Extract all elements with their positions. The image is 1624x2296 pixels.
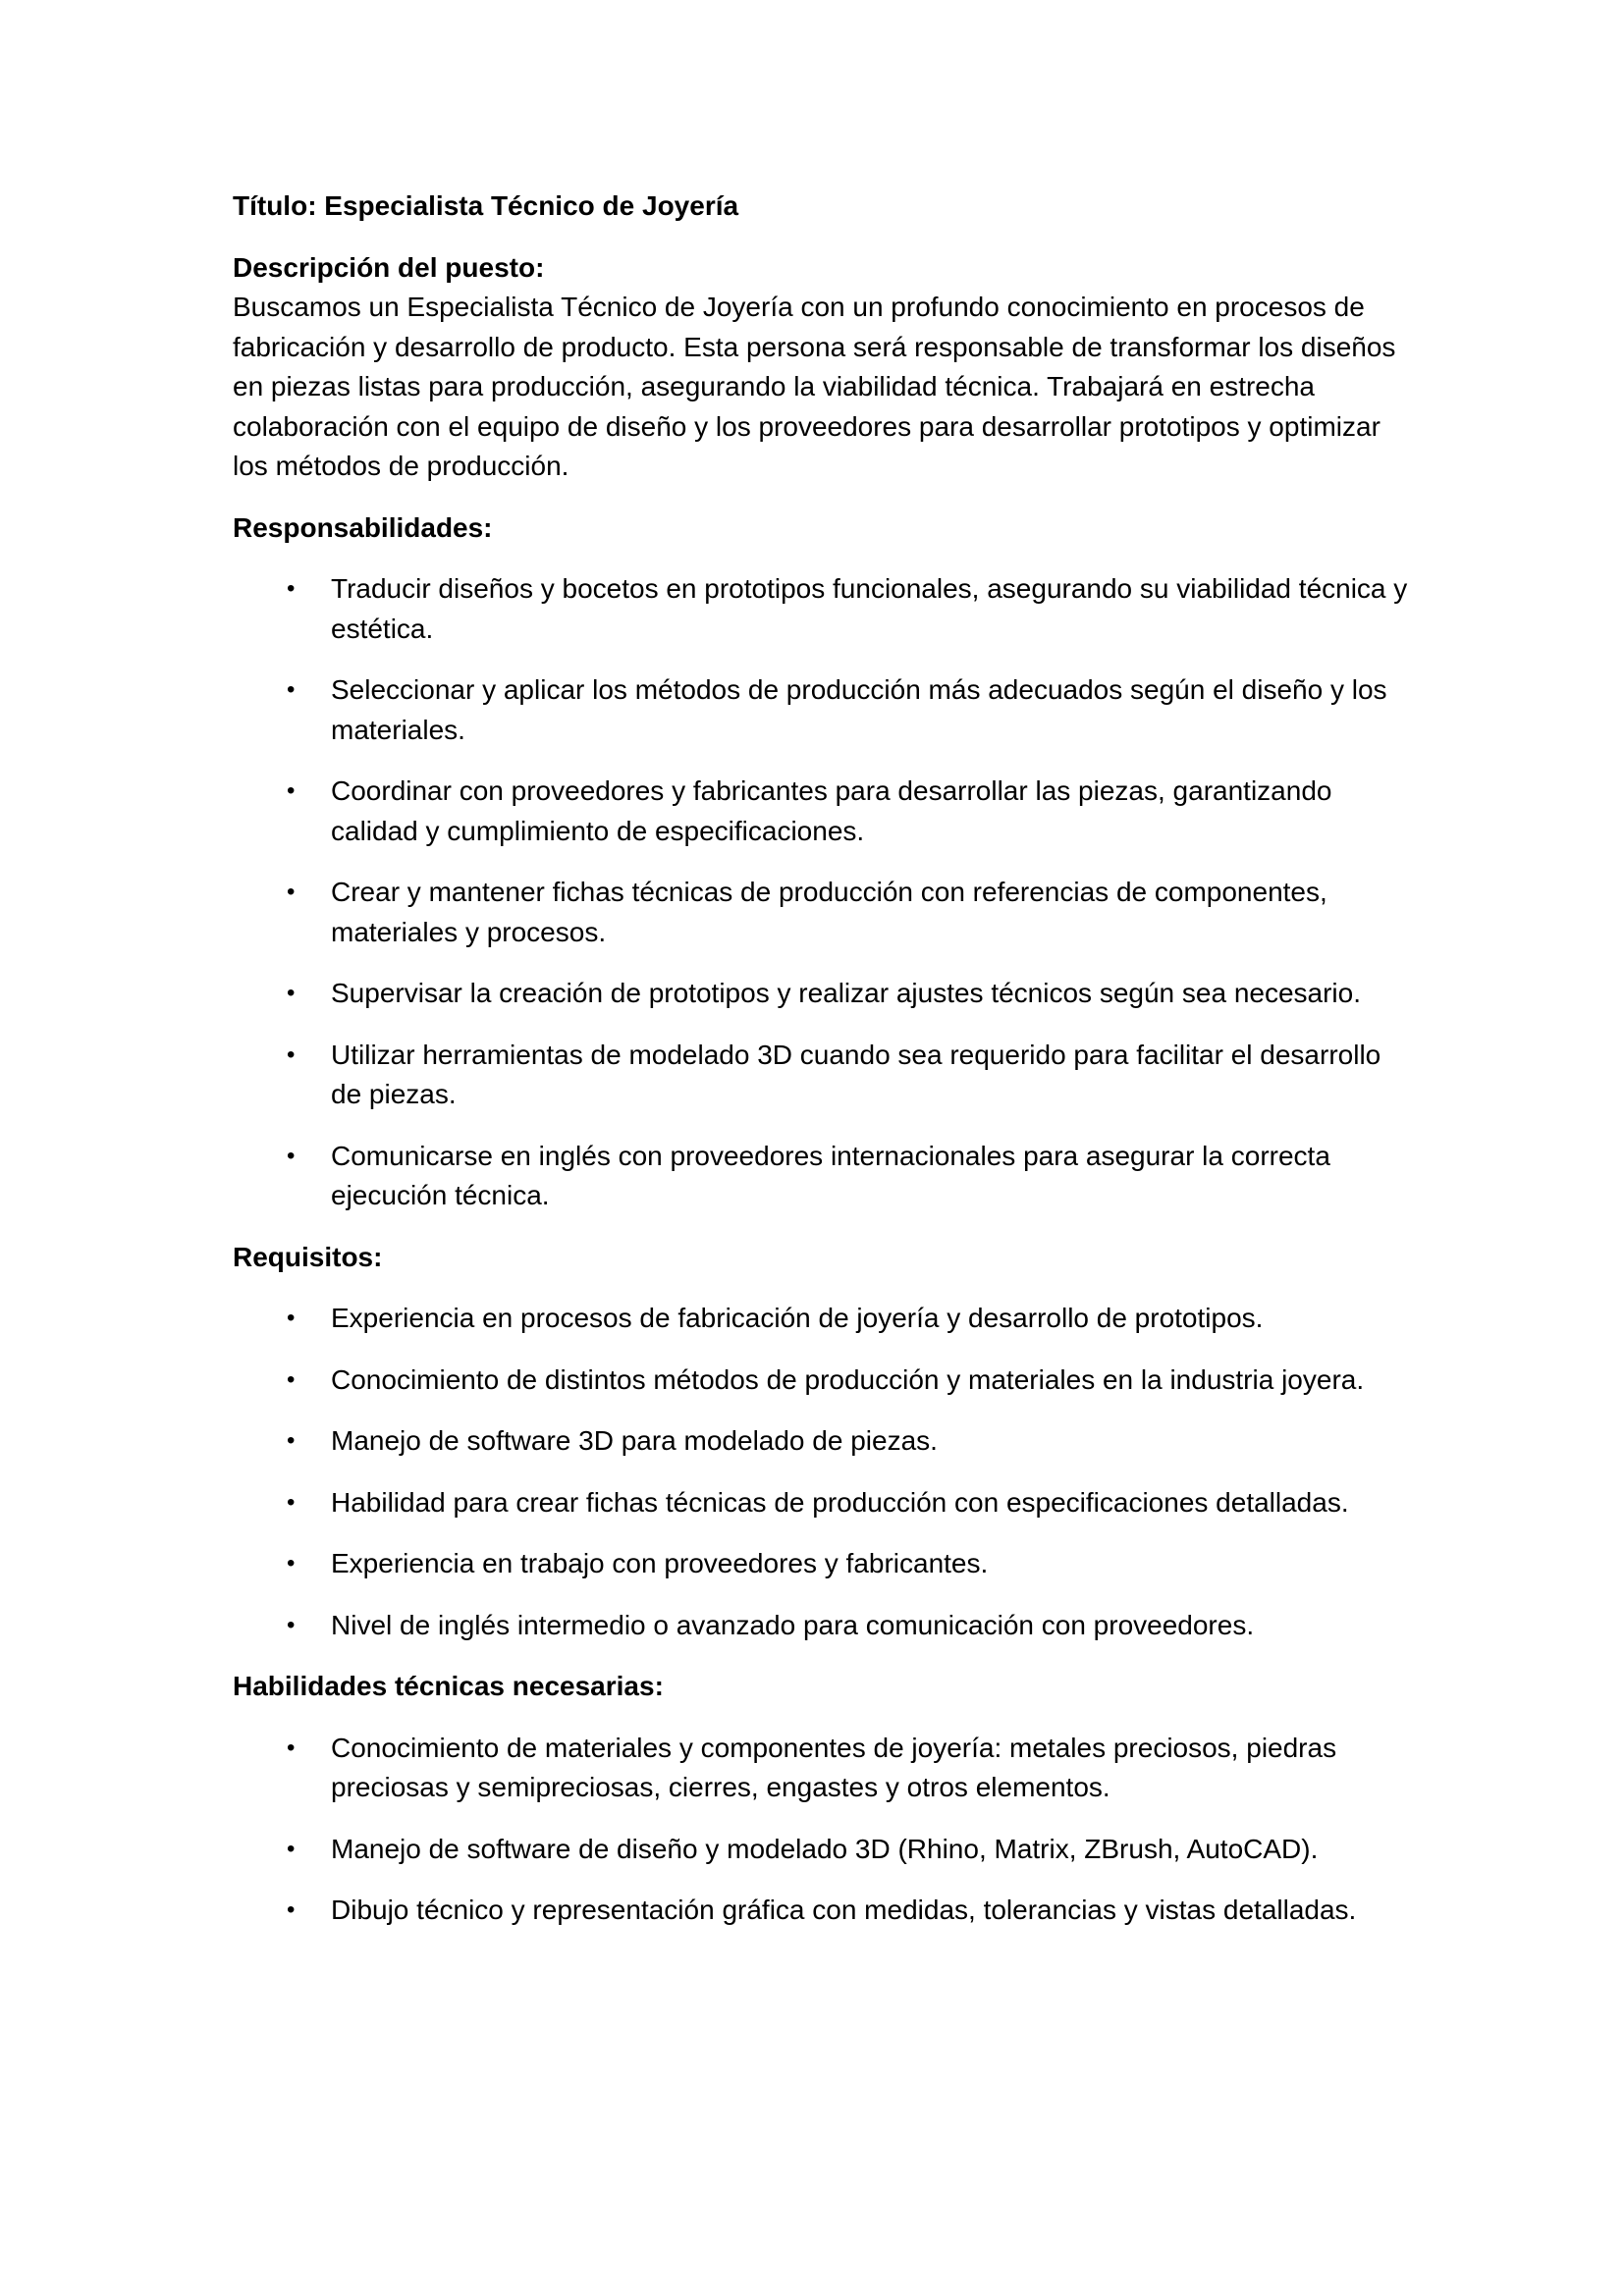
- bullet-icon: •: [287, 879, 296, 905]
- list-item-text: Supervisar la creación de prototipos y realizar ajustes técnicos según sea necesario.: [331, 978, 1362, 1008]
- list-item: [233, 670, 1411, 750]
- list-item: [233, 873, 1411, 952]
- list-item-text: Dibujo técnico y representación gráfica con medidas, tolerancias y vistas detalladas.: [331, 1895, 1357, 1925]
- bullet-icon: •: [287, 1488, 296, 1516]
- bullet-icon: •: [287, 1142, 296, 1169]
- document-page: [233, 187, 1411, 1952]
- bullet-icon: •: [287, 1041, 296, 1068]
- list-item: [233, 1891, 1411, 1931]
- list-item-text: Crear y mantener fichas técnicas de producción con referencias de componentes, materiales y procesos.: [331, 877, 1327, 947]
- responsibilities-section: [233, 508, 1411, 1216]
- list-item: [233, 772, 1411, 851]
- list-item-text: Traducir diseños y bocetos en prototipos funcionales, asegurando su viabilidad técnica y estética.: [331, 573, 1408, 644]
- description-section: [233, 248, 1411, 487]
- list-item-text: Conocimiento de materiales y componentes de joyería: metales preciosos, piedras preciosas y semipreciosas, cierres, engastes y otros elementos.: [331, 1732, 1337, 1802]
- bullet-icon: •: [287, 1896, 296, 1923]
- bullet-icon: •: [287, 1734, 296, 1761]
- list-item: [233, 1137, 1411, 1216]
- list-item-text: Nivel de inglés intermedio o avanzado para comunicación con proveedores.: [331, 1609, 1255, 1640]
- list-item-text: Comunicarse en inglés con proveedores internacionales para asegurar la correcta ejecución técnica.: [331, 1140, 1330, 1210]
- skills-list: [233, 1729, 1411, 1931]
- list-item-text: Coordinar con proveedores y fabricantes para desarrollar las piezas, garantizando calidad y cumplimiento de especificaciones.: [331, 775, 1332, 846]
- bullet-icon: •: [287, 575, 296, 602]
- list-item-text: Habilidad para crear fichas técnicas de producción con especificaciones detalladas.: [331, 1486, 1349, 1518]
- list-item: [233, 974, 1411, 1014]
- skills-section: [233, 1667, 1411, 1931]
- list-item: [233, 1606, 1411, 1646]
- list-item-text: Seleccionar y aplicar los métodos de producción más adecuados según el diseño y los materiales.: [331, 674, 1387, 745]
- list-item: [233, 1421, 1411, 1462]
- list-item: [233, 1361, 1411, 1401]
- bullet-icon: •: [287, 1427, 296, 1454]
- responsibilities-heading: Responsabilidades:: [233, 511, 493, 543]
- requirements-list: [233, 1299, 1411, 1645]
- list-item: [233, 1483, 1411, 1523]
- list-item: [233, 1830, 1411, 1870]
- skills-heading: Habilidades técnicas necesarias:: [233, 1671, 664, 1701]
- description-text: Buscamos un Especialista Técnico de Joyería con un profundo conocimiento en procesos de fabricación y desarrollo de producto. Esta persona será responsable de transformar los diseños en piezas listas para producción, asegurando la viabilidad técnica. Trabajará en estrecha colaboración con el equipo de diseño y los proveedores para desarrollar prototipos y optimizar los métodos de producción.: [233, 292, 1396, 481]
- list-item-text: Manejo de software 3D para modelado de piezas.: [331, 1425, 938, 1456]
- bullet-icon: •: [287, 1365, 296, 1393]
- list-item: [233, 1036, 1411, 1115]
- responsibilities-list: [233, 569, 1411, 1216]
- bullet-icon: •: [287, 1550, 296, 1576]
- list-item: [233, 1299, 1411, 1339]
- requirements-section: [233, 1238, 1411, 1646]
- bullet-icon: •: [287, 1611, 296, 1638]
- list-item: [233, 1729, 1411, 1808]
- requirements-heading: Requisitos:: [233, 1241, 383, 1272]
- bullet-icon: •: [287, 777, 296, 804]
- list-item-text: Utilizar herramientas de modelado 3D cuando sea requerido para facilitar el desarrollo de piezas.: [331, 1039, 1381, 1109]
- bullet-icon: •: [287, 1835, 296, 1862]
- list-item-text: Manejo de software de diseño y modelado 3D (Rhino, Matrix, ZBrush, AutoCAD).: [331, 1833, 1319, 1864]
- document-title: Título: Especialista Técnico de Joyería: [233, 190, 739, 221]
- bullet-icon: •: [287, 1305, 296, 1331]
- list-item: [233, 1544, 1411, 1584]
- bullet-icon: •: [287, 980, 296, 1006]
- list-item-text: Experiencia en procesos de fabricación de joyería y desarrollo de prototipos.: [331, 1303, 1264, 1333]
- list-item: [233, 569, 1411, 649]
- list-item-text: Experiencia en trabajo con proveedores y fabricantes.: [331, 1548, 989, 1578]
- list-item-text: Conocimiento de distintos métodos de producción y materiales en la industria joyera.: [331, 1363, 1365, 1395]
- bullet-icon: •: [287, 676, 296, 703]
- description-heading: Descripción del puesto:: [233, 251, 545, 283]
